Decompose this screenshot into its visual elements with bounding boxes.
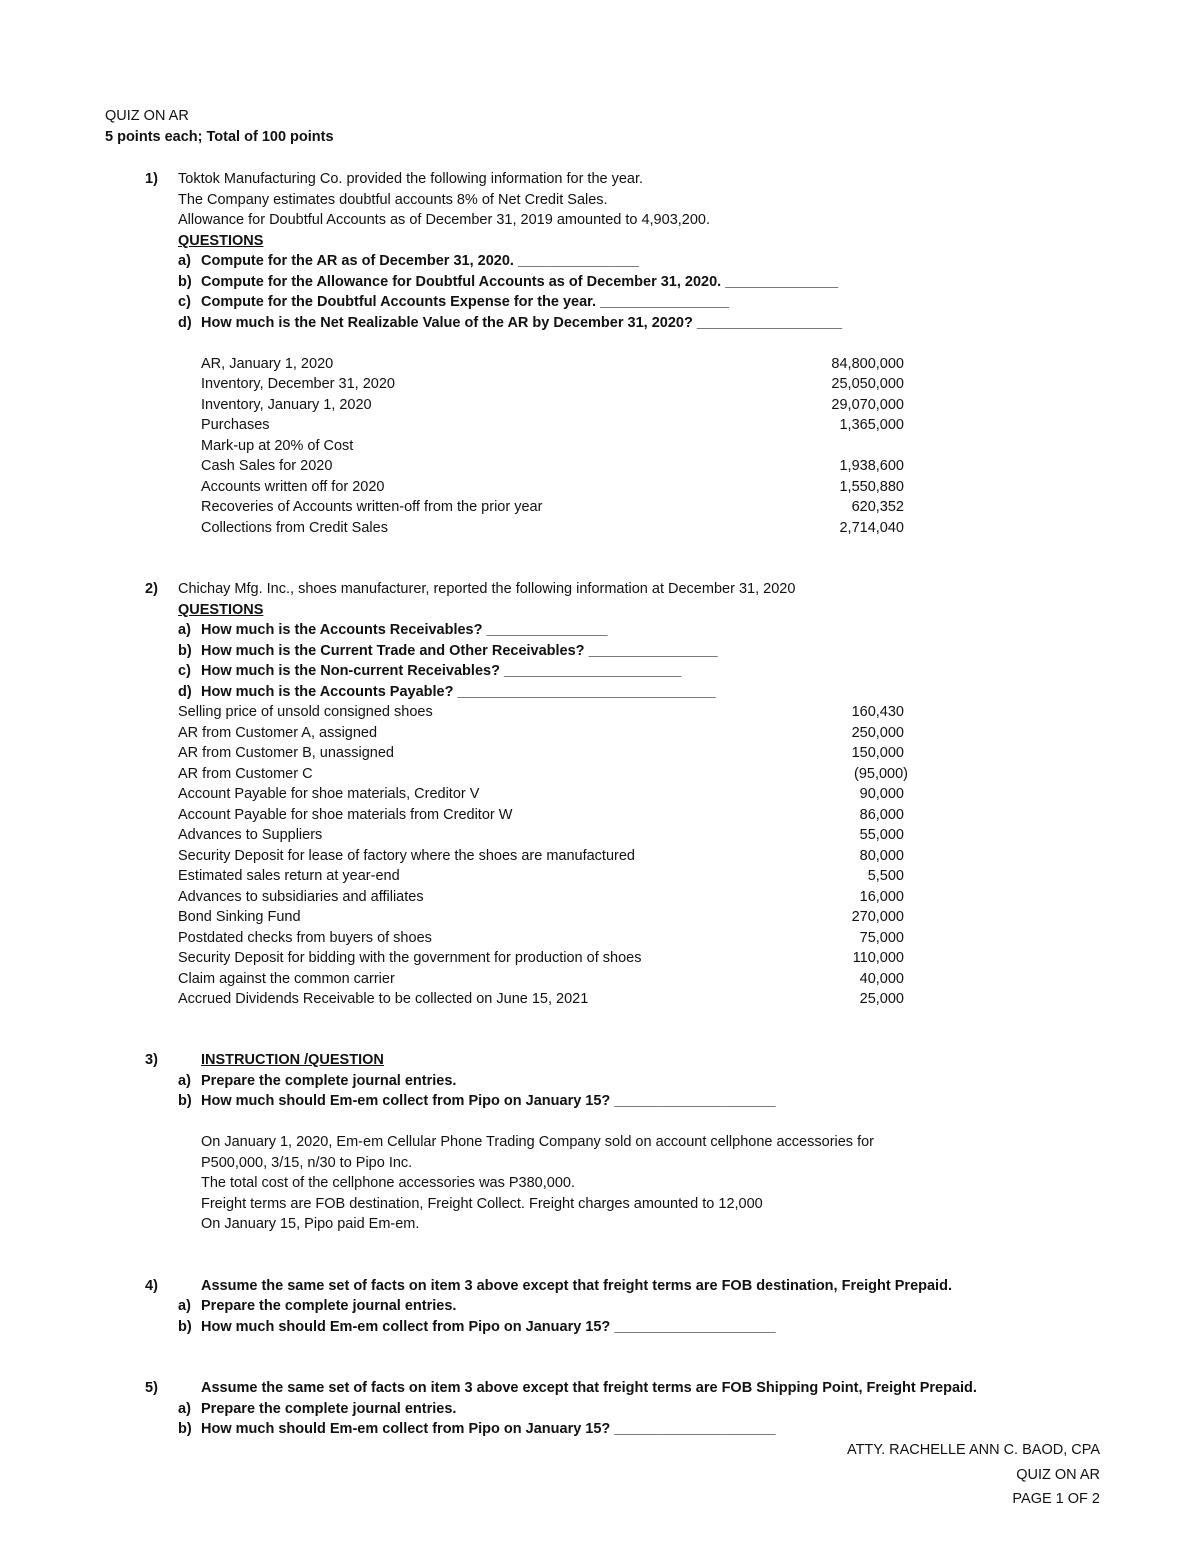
q2-question-text: How much is the Current Trade and Other Receivables? ________________ xyxy=(201,643,718,659)
q2-item-label: Advances to subsidiaries and affiliates xyxy=(178,889,424,905)
q1-intro-line: Allowance for Doubtful Accounts as of December 31, 2019 amounted to 4,903,200. xyxy=(178,212,711,228)
q1-item-label: Inventory, January 1, 2020 xyxy=(201,397,372,413)
quiz-title: QUIZ ON AR xyxy=(105,108,189,124)
q3-fact-line: On January 1, 2020, Em-em Cellular Phone Trading Company sold on account cellphone accessories for xyxy=(201,1134,875,1150)
q3-question-letter: b) xyxy=(178,1093,192,1109)
q1-item-value: 1,938,600 xyxy=(839,458,904,474)
q1-item-value: 2,714,040 xyxy=(839,520,904,536)
q3-fact-line: Freight terms are FOB destination, Freight Collect. Freight charges amounted to 12,000 xyxy=(201,1196,763,1212)
q2-question-text: How much is the Non-current Receivables? ______________________ xyxy=(201,663,682,679)
q2-questions-heading: QUESTIONS xyxy=(178,602,264,618)
q2-item-value: 25,000 xyxy=(859,991,904,1007)
q2-item-value: 86,000 xyxy=(859,807,904,823)
q2-item-value: 75,000 xyxy=(859,930,904,946)
footer-author: ATTY. RACHELLE ANN C. BAOD, CPA xyxy=(846,1442,1100,1458)
q4-question-letter: b) xyxy=(178,1319,192,1335)
q2-item-value: 160,430 xyxy=(851,704,904,720)
q5-question-letter: b) xyxy=(178,1421,192,1437)
q1-item-value: 25,050,000 xyxy=(831,376,904,392)
q2-item-label: Security Deposit for lease of factory where the shoes are manufactured xyxy=(178,848,635,864)
q2-item-label: Claim against the common carrier xyxy=(178,971,395,987)
q2-item-value: 270,000 xyxy=(851,909,904,925)
q1-item-label: Recoveries of Accounts written-off from the prior year xyxy=(201,499,543,515)
footer-page: PAGE 1 OF 2 xyxy=(1012,1491,1100,1507)
q5-number: 5) xyxy=(145,1380,158,1396)
q2-item-value: 40,000 xyxy=(859,971,904,987)
footer-quiz: QUIZ ON AR xyxy=(1016,1467,1100,1483)
q1-question-text: Compute for the AR as of December 31, 2020. _______________ xyxy=(201,253,639,269)
q4-question-text: Prepare the complete journal entries. xyxy=(201,1298,457,1314)
q5-question-text: Prepare the complete journal entries. xyxy=(201,1401,457,1417)
q2-item-value: 150,000 xyxy=(851,745,904,761)
q1-item-label: Mark-up at 20% of Cost xyxy=(201,438,354,454)
q2-intro: Chichay Mfg. Inc., shoes manufacturer, reported the following information at December 31, 2020 xyxy=(178,581,796,597)
q1-item-label: AR, January 1, 2020 xyxy=(201,356,334,372)
q3-question-letter: a) xyxy=(178,1073,191,1089)
q1-number: 1) xyxy=(145,171,158,187)
q2-item-label: Account Payable for shoe materials from Creditor W xyxy=(178,807,513,823)
q1-item-value: 1,550,880 xyxy=(839,479,904,495)
q4-number: 4) xyxy=(145,1278,158,1294)
q2-item-label: AR from Customer A, assigned xyxy=(178,725,378,741)
q1-item-value: 1,365,000 xyxy=(839,417,904,433)
q2-item-value: 55,000 xyxy=(859,827,904,843)
q1-item-label: Purchases xyxy=(201,417,270,433)
q2-item-label: Bond Sinking Fund xyxy=(178,909,301,925)
q2-item-label: AR from Customer C xyxy=(178,766,313,782)
q1-questions-heading: QUESTIONS xyxy=(178,233,264,249)
q2-item-value: 250,000 xyxy=(851,725,904,741)
q5-question-letter: a) xyxy=(178,1401,191,1417)
q3-fact-line: P500,000, 3/15, n/30 to Pipo Inc. xyxy=(201,1155,413,1171)
q4-question-letter: a) xyxy=(178,1298,191,1314)
q1-item-label: Accounts written off for 2020 xyxy=(201,479,385,495)
q2-item-value: 90,000 xyxy=(859,786,904,802)
q3-question-text: How much should Em-em collect from Pipo on January 15? ____________________ xyxy=(201,1093,776,1109)
q2-question-letter: b) xyxy=(178,643,192,659)
q5-statement: Assume the same set of facts on item 3 above except that freight terms are FOB Shipping Point, Freight Prepaid. xyxy=(201,1380,977,1396)
q1-question-letter: d) xyxy=(178,315,192,331)
q2-question-letter: d) xyxy=(178,684,192,700)
q2-question-text: How much is the Accounts Receivables? _______________ xyxy=(201,622,608,638)
q2-item-label: Security Deposit for bidding with the government for production of shoes xyxy=(178,950,642,966)
q1-intro-line: The Company estimates doubtful accounts 8% of Net Credit Sales. xyxy=(178,192,608,208)
q2-item-label: AR from Customer B, unassigned xyxy=(178,745,394,761)
q2-item-label: Selling price of unsold consigned shoes xyxy=(178,704,433,720)
q4-question-text: How much should Em-em collect from Pipo on January 15? ____________________ xyxy=(201,1319,776,1335)
q2-item-label: Account Payable for shoe materials, Creditor V xyxy=(178,786,480,802)
q3-number: 3) xyxy=(145,1052,158,1068)
q1-item-label: Cash Sales for 2020 xyxy=(201,458,333,474)
q4-statement: Assume the same set of facts on item 3 above except that freight terms are FOB destination, Freight Prepaid. xyxy=(201,1278,952,1294)
q2-item-value: (95,000) xyxy=(853,766,908,782)
q2-item-label: Advances to Suppliers xyxy=(178,827,323,843)
q2-item-value: 110,000 xyxy=(852,950,904,966)
q2-item-value: 16,000 xyxy=(859,889,904,905)
q1-intro-line: Toktok Manufacturing Co. provided the following information for the year. xyxy=(178,171,644,187)
q2-item-label: Estimated sales return at year-end xyxy=(178,868,400,884)
q2-item-value: 80,000 xyxy=(859,848,904,864)
q3-question-text: Prepare the complete journal entries. xyxy=(201,1073,457,1089)
q1-question-letter: a) xyxy=(178,253,191,269)
q1-question-text: How much is the Net Realizable Value of the AR by December 31, 2020? __________________ xyxy=(201,315,843,331)
q2-number: 2) xyxy=(145,581,158,597)
q2-item-label: Postdated checks from buyers of shoes xyxy=(178,930,432,946)
q3-heading: INSTRUCTION /QUESTION xyxy=(201,1052,384,1068)
q1-question-text: Compute for the Doubtful Accounts Expense for the year. ________________ xyxy=(201,294,730,310)
q1-question-text: Compute for the Allowance for Doubtful Accounts as of December 31, 2020. ______________ xyxy=(201,274,839,290)
q3-fact-line: On January 15, Pipo paid Em-em. xyxy=(201,1216,420,1232)
q1-item-value: 620,352 xyxy=(851,499,904,515)
q2-question-letter: c) xyxy=(178,663,191,679)
q5-question-text: How much should Em-em collect from Pipo on January 15? ____________________ xyxy=(201,1421,776,1437)
q3-fact-line: The total cost of the cellphone accessories was P380,000. xyxy=(201,1175,575,1191)
q2-item-label: Accrued Dividends Receivable to be collected on June 15, 2021 xyxy=(178,991,589,1007)
q2-item-value: 5,500 xyxy=(867,868,904,884)
q1-item-value: 84,800,000 xyxy=(831,356,904,372)
q1-item-label: Collections from Credit Sales xyxy=(201,520,388,536)
points-note: 5 points each; Total of 100 points xyxy=(105,129,334,145)
q1-question-letter: c) xyxy=(178,294,191,310)
q1-item-value: 29,070,000 xyxy=(831,397,904,413)
q1-question-letter: b) xyxy=(178,274,192,290)
q1-item-label: Inventory, December 31, 2020 xyxy=(201,376,395,392)
q2-question-letter: a) xyxy=(178,622,191,638)
q2-question-text: How much is the Accounts Payable? ________________________________ xyxy=(201,684,716,700)
